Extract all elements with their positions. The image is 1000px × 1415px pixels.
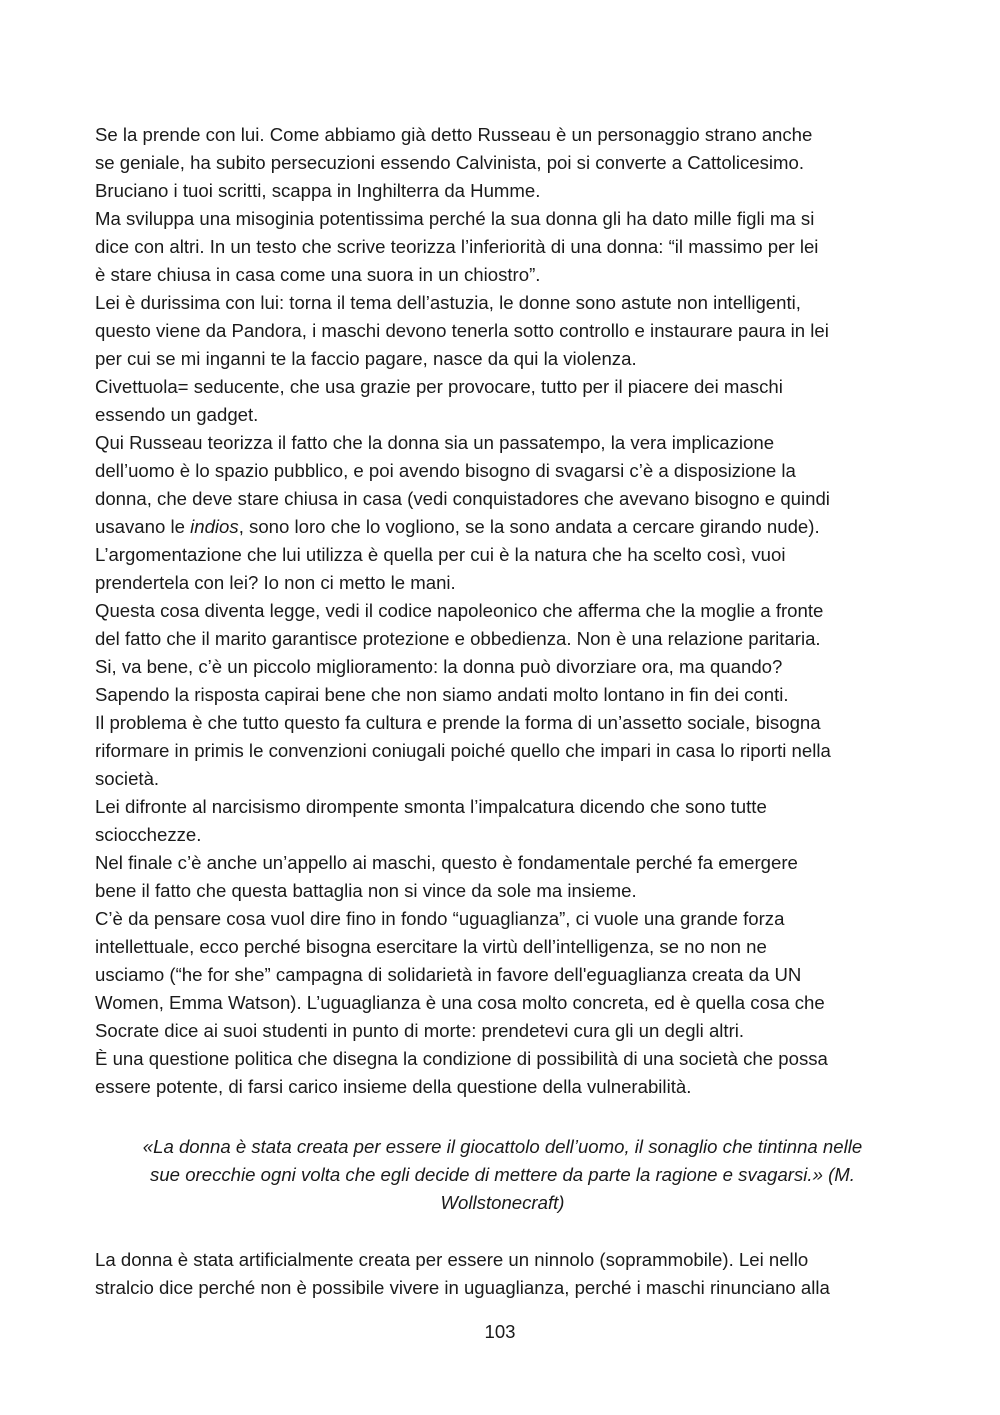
text-line: Si, va bene, c’è un piccolo miglioramento: la donna può divorziare ora, ma quando? [95,656,783,677]
text-line: riformare in primis le convenzioni coniugali poiché quello che impari in casa lo riporti nella [95,740,831,761]
text-line: sciocchezze. [95,824,202,845]
text-line: È una questione politica che disegna la condizione di possibilità di una società che possa [95,1048,828,1069]
text-line: usciamo (“he for she” campagna di solidarietà in favore dell'eguaglianza creata da UN [95,964,802,985]
text-line: La donna è stata artificialmente creata per essere un ninnolo (soprammobile). Lei nello [95,1249,809,1270]
quote-line: «La donna è stata creata per essere il giocattolo dell’uomo, il sonaglio che tintinna nelle [142,1136,863,1157]
text-line: dice con altri. In un testo che scrive teorizza l’inferiorità di una donna: “il massimo per lei [95,236,819,257]
text-line: bene il fatto che questa battaglia non si vince da sole ma insieme. [95,880,637,901]
page-number: 103 [484,1321,516,1342]
text-line: essendo un gadget. [95,404,259,425]
text-line: Qui Russeau teorizza il fatto che la donna sia un passatempo, la vera implicazione [95,432,775,453]
text-line: dell’uomo è lo spazio pubblico, e poi avendo bisogno di svagarsi c’è a disposizione la [95,460,796,481]
text-line: Lei è durissima con lui: torna il tema dell’astuzia, le donne sono astute non intelligenti, [95,292,801,313]
text-line: Women, Emma Watson). L’uguaglianza è una cosa molto concreta, ed è quella cosa che [95,992,825,1013]
quote-line: Wollstonecraft) [440,1192,565,1213]
text-line: se geniale, ha subito persecuzioni essendo Calvinista, poi si converte a Cattolicesimo. [95,152,805,173]
text-line: Nel finale c’è anche un’appello ai maschi, questo è fondamentale perché fa emergere [95,852,798,873]
text-line: C’è da pensare cosa vuol dire fino in fondo “uguaglianza”, ci vuole una grande forza [95,908,785,929]
text-line: Lei difronte al narcisismo dirompente smonta l’impalcatura dicendo che sono tutte [95,796,767,817]
text-line: Civettuola= seducente, che usa grazie per provocare, tutto per il piacere dei maschi [95,376,783,397]
quote-line: sue orecchie ogni volta che egli decide di mettere da parte la ragione e svagarsi.» (M. [150,1164,855,1185]
block-quote [95,1133,910,1217]
text-line: Il problema è che tutto questo fa cultura e prende la forma di un’assetto sociale, bisogna [95,712,821,733]
text-line: Se la prende con lui. Come abbiamo già detto Russeau è un personaggio strano anche [95,124,813,145]
text-line: Sapendo la risposta capirai bene che non siamo andati molto lontano in fin dei conti. [95,684,789,705]
text-line: società. [95,768,160,789]
text-line: essere potente, di farsi carico insieme della questione della vulnerabilità. [95,1076,692,1097]
text-line: intellettuale, ecco perché bisogna esercitare la virtù dell’intelligenza, se no non ne [95,936,767,957]
body-paragraphs [95,121,910,1101]
text-line: è stare chiusa in casa come una suora in un chiostro”. [95,264,541,285]
text-line: questo viene da Pandora, i maschi devono tenerla sotto controllo e instaurare paura in lei [95,320,829,341]
text-line: per cui se mi inganni te la faccio pagare, nasce da qui la violenza. [95,348,637,369]
closing-paragraph [95,1246,910,1302]
text-line: stralcio dice perché non è possibile vivere in uguaglianza, perché i maschi rinunciano alla [95,1277,830,1298]
text-line: donna, che deve stare chiusa in casa (vedi conquistadores che avevano bisogno e quindi [95,488,830,509]
text-line: usavano le indios, sono loro che lo vogliono, se la sono andata a cercare girando nude). [95,516,820,537]
text-line: prendertela con lei? Io non ci metto le mani. [95,572,456,593]
text-line: del fatto che il marito garantisce protezione e obbedienza. Non è una relazione paritaria. [95,628,821,649]
text-line: Socrate dice ai suoi studenti in punto di morte: prendetevi cura gli un degli altri. [95,1020,745,1041]
text-line: Bruciano i tuoi scritti, scappa in Inghilterra da Humme. [95,180,541,201]
text-line: Ma sviluppa una misoginia potentissima perché la sua donna gli ha dato mille figli ma si [95,208,815,229]
text-line: L’argomentazione che lui utilizza è quella per cui è la natura che ha scelto così, vuoi [95,544,786,565]
text-line: Questa cosa diventa legge, vedi il codice napoleonico che afferma che la moglie a fronte [95,600,824,621]
